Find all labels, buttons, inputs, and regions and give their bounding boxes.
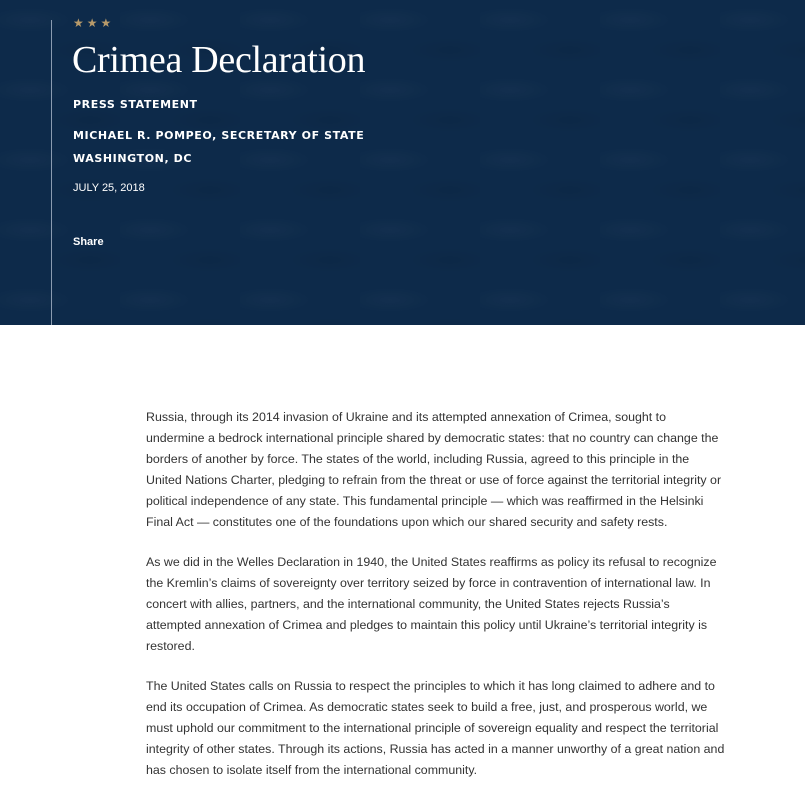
page-header bbox=[0, 0, 805, 325]
star-icon: ★ bbox=[100, 16, 112, 30]
star-icon: ★ bbox=[73, 16, 84, 30]
author-label: MICHAEL R. POMPEO, SECRETARY OF STATE bbox=[73, 129, 365, 142]
article-paragraph: The United States calls on Russia to respect the principles to which it has long claimed to adhere and to end its occupation of Crimea. As democratic states seek to build a free, just, and prosperous world, we must uphold our commitment to the international principle of sovereign equality and respect the territorial integrity of other states. Through its actions, Russia has acted in a manner unworthy of a great nation and has chosen to isolate itself from the international community. bbox=[146, 679, 725, 777]
header-vertical-rule bbox=[51, 20, 52, 325]
stars-decoration bbox=[73, 15, 111, 31]
statement-type-label: PRESS STATEMENT bbox=[73, 98, 198, 111]
star-icon: ★ bbox=[86, 16, 98, 30]
share-button[interactable]: Share bbox=[73, 236, 104, 248]
article-paragraph: Russia, through its 2014 invasion of Ukraine and its attempted annexation of Crimea, sought to undermine a bedrock international principle shared by democratic states: that no country can change the borders of another by force. The states of the world, including Russia, agreed to this principle in the United Nations Charter, pledging to refrain from the threat or use of force against the territorial integrity or political independence of any state. This fundamental principle — which was reaffirmed in the Helsinki Final Act — constitutes one of the foundations upon which our shared security and safety rests. bbox=[146, 410, 722, 529]
article-paragraph: As we did in the Welles Declaration in 1940, the United States reaffirms as policy its refusal to recognize the Kremlin’s claims of sovereignty over territory seized by force in contravention of international law. In concert with allies, partners, and the international community, the United States rejects Russia’s attempted annexation of Crimea and pledges to maintain this policy until Ukraine’s territorial integrity is restored. bbox=[146, 555, 717, 653]
page-title: Crimea Declaration bbox=[72, 39, 366, 81]
publish-date: JULY 25, 2018 bbox=[73, 182, 145, 194]
article-body bbox=[146, 407, 726, 800]
location-label: WASHINGTON, DC bbox=[73, 152, 193, 165]
